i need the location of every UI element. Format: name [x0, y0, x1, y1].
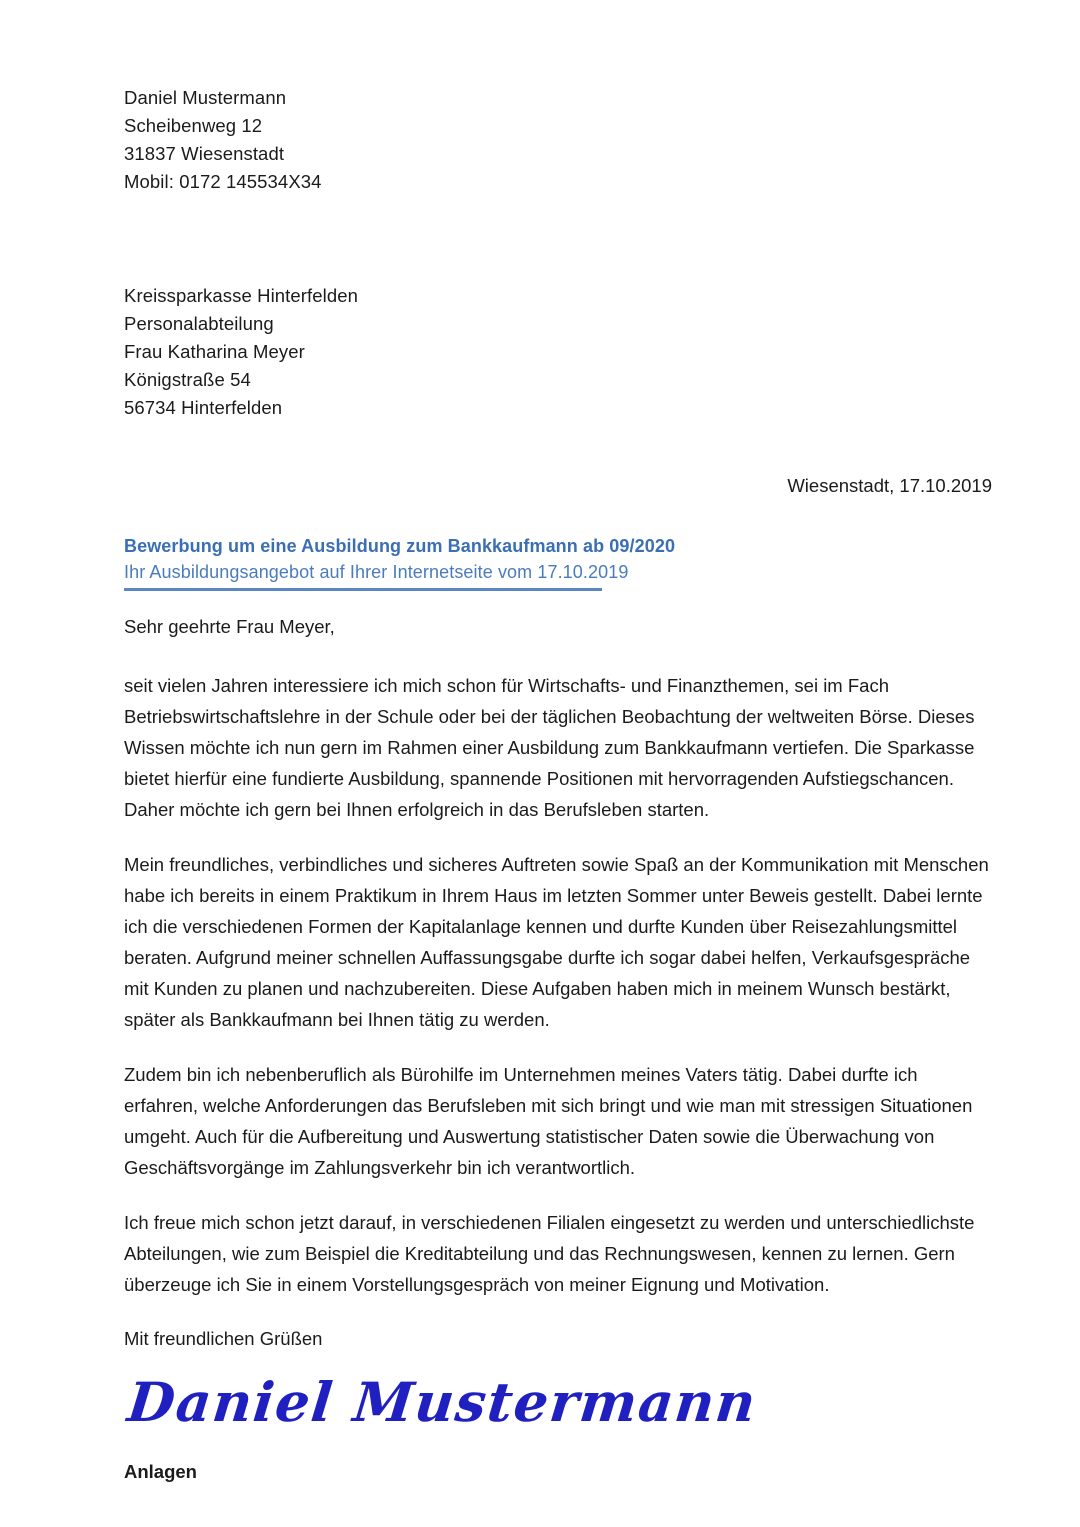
- sender-city: 31837 Wiesenstadt: [124, 143, 285, 164]
- header-divider: [124, 588, 602, 591]
- recipient-street: Königstraße 54: [124, 369, 251, 390]
- sender-address-block: [124, 84, 322, 196]
- subject-reference-line: Ihr Ausbildungsangebot auf Ihrer Internetseite vom 17.10.2019: [124, 562, 629, 582]
- salutation: Sehr geehrte Frau Meyer,: [124, 616, 335, 637]
- sender-name: Daniel Mustermann: [124, 87, 287, 108]
- handwritten-signature: Daniel Mustermann: [124, 1370, 760, 1434]
- place-and-date: Wiesenstadt, 17.10.2019: [787, 475, 992, 496]
- sender-phone: Mobil: 0172 145534X34: [124, 171, 322, 192]
- attachments-label: Anlagen: [124, 1461, 197, 1482]
- body-paragraph-3: Zudem bin ich nebenberuflich als Bürohilfe im Unternehmen meines Vaters tätig. Dabei durfte ich erfahren, welche Anforderungen das Berufsleben mit sich bringt und wie man mit stressigen Situationen umgeht. Auch für die Aufbereitung und Auswertung statistischer Daten sowie die Überwachung von Geschäftsvorgänge im Zahlungsverkehr bin ich verantwortlich.: [124, 1064, 973, 1178]
- body-paragraph-4: Ich freue mich schon jetzt darauf, in verschiedenen Filialen eingesetzt zu werden und unterschiedlichste Abteilungen, wie zum Beispiel die Kreditabteilung und das Rechnungswesen, kennen zu lernen. Gern überzeuge ich Sie in einem Vorstellungsgespräch von meiner Eignung und Motivation.: [124, 1212, 975, 1295]
- subject-block: [124, 533, 675, 585]
- recipient-address-block: [124, 282, 358, 422]
- recipient-city: 56734 Hinterfelden: [124, 397, 283, 418]
- closing-phrase: Mit freundlichen Grüßen: [124, 1328, 323, 1349]
- recipient-department: Personalabteilung: [124, 313, 274, 334]
- body-paragraph-1: seit vielen Jahren interessiere ich mich schon für Wirtschafts- und Finanzthemen, sei im Fach Betriebswirtschaftslehre in der Schule oder bei der täglichen Beobachtung der weltweiten Börse. Dieses Wissen möchte ich nun gern im Rahmen einer Ausbildung zum Bankkaufmann vertiefen. Die Sparkasse bietet hierfür eine fundierte Ausbildung, spannende Positionen mit hervorragenden Aufstiegschancen. Daher möchte ich gern bei Ihnen erfolgreich in das Berufsleben starten.: [124, 675, 975, 820]
- letter-body: [124, 612, 992, 1486]
- recipient-contact-person: Frau Katharina Meyer: [124, 341, 305, 362]
- recipient-company: Kreissparkasse Hinterfelden: [124, 285, 359, 306]
- sender-street: Scheibenweg 12: [124, 115, 263, 136]
- subject-line: Bewerbung um eine Ausbildung zum Bankkaufmann ab 09/2020: [124, 536, 676, 556]
- body-paragraph-2: Mein freundliches, verbindliches und sicheres Auftreten sowie Spaß an der Kommunikation mit Menschen habe ich bereits in einem Praktikum in Ihrem Haus im letzten Sommer unter Beweis gestellt. Dabei lernte ich die verschiedenen Formen der Kapitalanlage kennen und durfte Kunden über Reisezahlungsmittel beraten. Aufgrund meiner schnellen Auffassungsgabe durfte ich sogar dabei helfen, Verkaufsgespräche mit Kunden zu planen und nachzubereiten. Diese Aufgaben haben mich in meinem Wunsch bestärkt, später als Bankkaufmann bei Ihnen tätig zu werden.: [124, 854, 989, 1030]
